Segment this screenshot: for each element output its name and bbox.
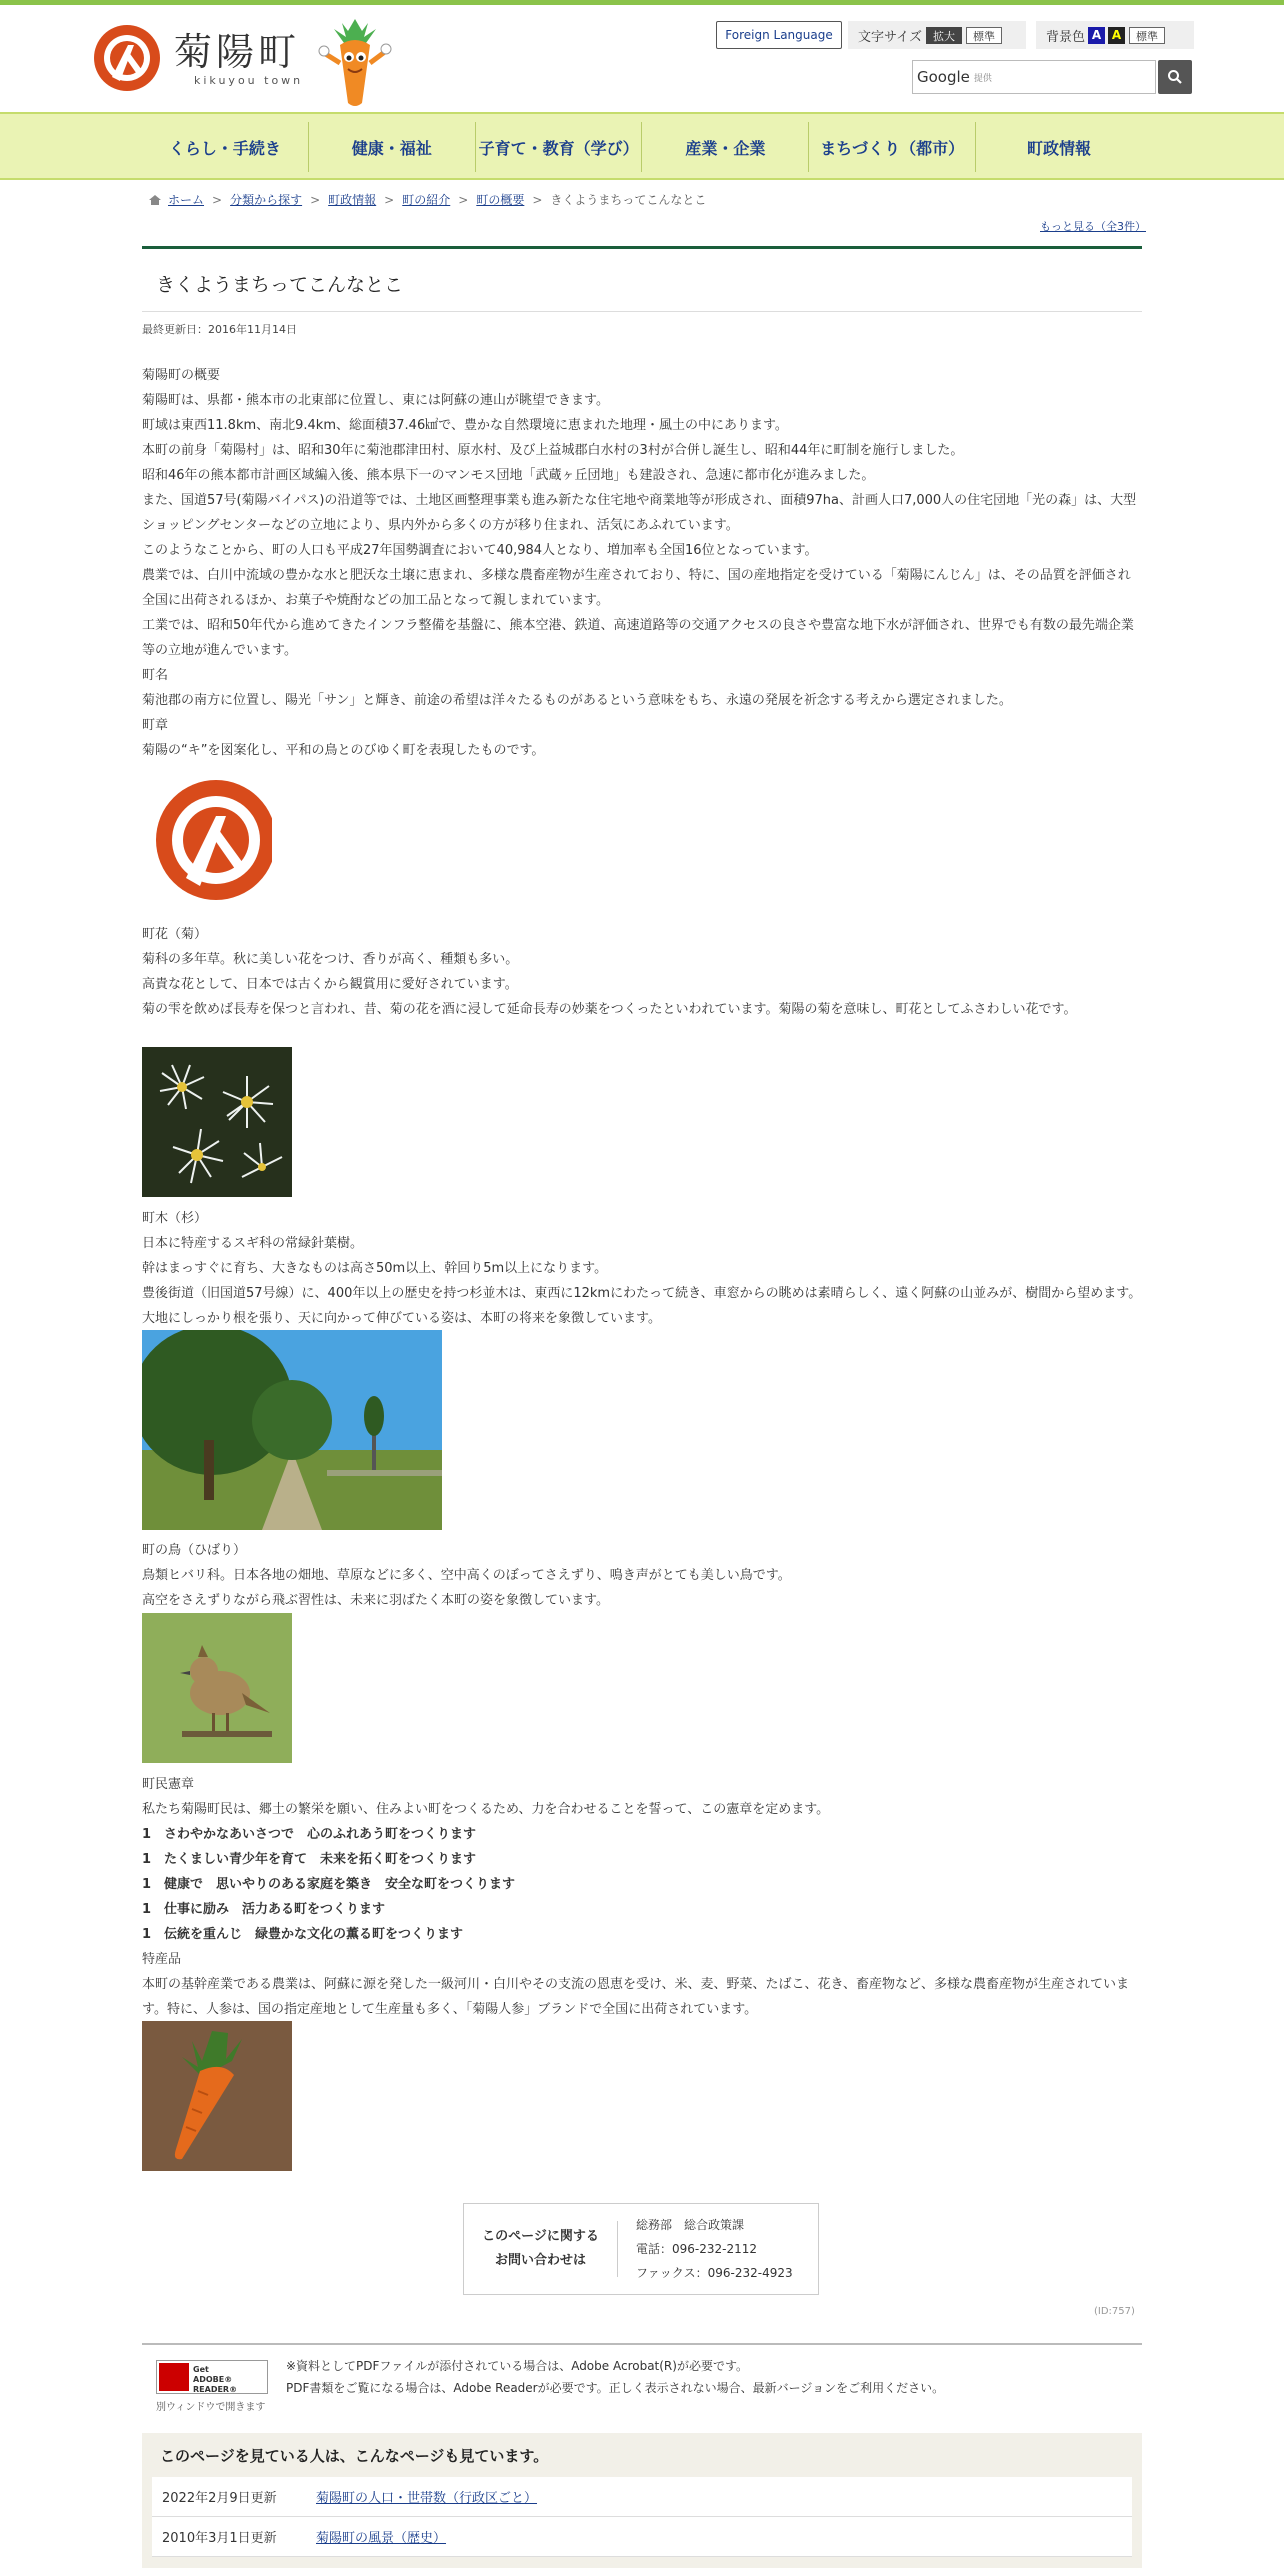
bg-blue-button[interactable]: A [1088, 27, 1105, 44]
bird-section [142, 1538, 1142, 1613]
chrysanthemum-graphic [142, 1047, 292, 1197]
paragraph: 鳥類ヒバリ科。日本各地の畑地、草原などに多く、空中高くのぼってさえずり、鳴き声がとても美しい鳥です。 [142, 1568, 791, 1583]
breadcrumb-item[interactable]: 町の紹介 [402, 193, 451, 207]
overview-section [142, 363, 1142, 763]
breadcrumb-separator: > [212, 192, 223, 207]
charter-section [142, 1772, 1142, 2022]
charter-item: 1 伝統を重んじ 緑豊かな文化の薫る町をつくります [142, 1927, 464, 1942]
list-item [152, 2517, 1132, 2557]
breadcrumb-home[interactable]: ホーム [168, 193, 205, 207]
related-date: 2022年2月9日更新 [162, 2491, 277, 2506]
global-nav [0, 112, 1284, 180]
paragraph: 農業では、白川中流域の豊かな水と肥沃な土壌に恵まれ、多様な農畜産物が生産されており、特に、国の産地指定を受けている「菊陽にんじん」は、その品質を評価され全国に出荷されるほか、お菓子や焼酎などの加工品となって親しまれています。 [142, 568, 1131, 608]
adobe-label-line: ADOBE® READER® [193, 2375, 238, 2394]
mascot-carrot-image [318, 15, 392, 111]
related-pages-box [142, 2433, 1142, 2568]
skylark-graphic [142, 1613, 292, 1763]
page-id: (ID:757) [1094, 2306, 1135, 2317]
tree-section [142, 1206, 1142, 1331]
town-emblem-icon [92, 23, 162, 93]
title-divider [142, 311, 1142, 312]
title-rule [142, 246, 1142, 249]
paragraph: 高貴な花として、日本では古くから観賞用に愛好されています。 [142, 977, 518, 992]
overview-heading: 菊陽町の概要 [142, 368, 221, 383]
breadcrumb-separator: > [458, 192, 469, 207]
breadcrumb-item[interactable]: 町政情報 [328, 193, 377, 207]
cedar-avenue-photo [142, 1330, 442, 1530]
pdf-note: ※資料としてPDFファイルが添付されている場合は、Adobe Acrobat(R)が必要です。 [286, 2359, 748, 2373]
breadcrumb-separator: > [384, 192, 395, 207]
town-emblem-image [142, 778, 272, 906]
town-name-heading: 町名 [142, 668, 169, 683]
adobe-logo-icon [159, 2363, 189, 2391]
more-link[interactable]: もっと見る（全3件） [1040, 220, 1146, 233]
related-link[interactable]: 菊陽町の人口・世帯数（行政区ごと） [316, 2491, 538, 2506]
cedar-avenue-graphic [142, 1330, 442, 1530]
pdf-divider [142, 2343, 1142, 2345]
bg-color-label: 背景色 [1046, 29, 1086, 45]
paragraph: 菊科の多年草。秋に美しい花をつけ、香りが高く、種類も多い。 [142, 952, 519, 967]
font-size-label: 文字サイズ [858, 29, 922, 45]
contact-label [464, 2221, 618, 2277]
charter-intro: 私たち菊陽町民は、郷土の繁栄を願い、住みよい町をつくるため、力を合わせることを誓って、この憲章を定めます。 [142, 1802, 830, 1817]
paragraph: このようなことから、町の人口も平成27年国勢調査において40,984人となり、増加率も全国16位となっています。 [142, 543, 818, 558]
last-updated: 最終更新日：2016年11月14日 [142, 323, 297, 336]
page-title: きくようまちってこんなとこ [156, 274, 404, 296]
new-window-note: 別ウィンドウで開きます [156, 2402, 266, 2413]
breadcrumb-item[interactable]: 分類から探す [230, 193, 303, 207]
charter-item: 1 仕事に励み 活力ある町をつくります [142, 1902, 386, 1917]
paragraph: 菊の雫を飲めば長寿を保つと言われ、昔、菊の花を酒に浸して延命長寿の妙薬をつくったといわれています。菊陽の菊を意味し、町花としてふさわしい花です。 [142, 1002, 1077, 1017]
nav-item-health[interactable]: 健康・福祉 [308, 122, 475, 172]
paragraph: 工業では、昭和50年代から進めてきたインフラ整備を基盤に、熊本空港、鉄道、高速道路等の交通アクセスの良さや豊富な地下水が評価され、世界でも有数の最先端企業等の立地が進んでいます。 [142, 618, 1134, 658]
search-icon [1167, 69, 1183, 85]
search-brand: Google [917, 68, 970, 86]
town-emblem-heading: 町章 [142, 718, 169, 733]
adobe-label-line: Get [193, 2365, 209, 2374]
font-size-control [848, 21, 1026, 49]
skylark-photo [142, 1613, 292, 1763]
charter-item: 1 健康で 思いやりのある家庭を築き 安全な町をつくります [142, 1877, 516, 1892]
pdf-note: PDF書類をご覧になる場合は、Adobe Readerが必要です。正しく表示されない場合、最新バージョンをご利用ください。 [286, 2381, 945, 2395]
nav-item-childcare[interactable]: 子育て・教育（学び） [475, 122, 642, 172]
adobe-reader-button[interactable] [156, 2360, 268, 2394]
flower-section [142, 922, 1142, 1022]
flower-heading: 町花（菊） [142, 927, 208, 942]
contact-fax: ファックス：096-232-4923 [636, 2266, 793, 2280]
contact-label-line: お問い合わせは [494, 2253, 586, 2268]
carrot-photo [142, 2021, 292, 2171]
site-logo[interactable] [92, 23, 303, 93]
charter-item: 1 たくましい青少年を育て 未来を拓く町をつくります [142, 1852, 477, 1867]
paragraph: 菊池郡の南方に位置し、陽光「サン」と輝き、前途の希望は洋々たるものがあるという意味をもち、永遠の発展を祈念する考えから選定されました。 [142, 693, 1012, 708]
paragraph: 菊陽町は、県都・熊本市の北東部に位置し、東には阿蘇の連山が眺望できます。 [142, 393, 609, 408]
bg-standard-button[interactable]: 標準 [1129, 27, 1165, 44]
related-date: 2010年3月1日更新 [162, 2531, 277, 2546]
contact-phone: 電話：096-232-2112 [636, 2242, 758, 2256]
bg-black-button[interactable]: A [1108, 27, 1125, 44]
search-input[interactable] [912, 60, 1156, 94]
contact-label-line: このページに関する [482, 2229, 599, 2244]
tree-heading: 町木（杉） [142, 1211, 208, 1226]
paragraph: 町域は東西11.8km、南北9.4km、総面積37.46㎢で、豊かな自然環境に恵まれた地理・風土の中にあります。 [142, 418, 788, 433]
font-size-large-button[interactable]: 拡大 [926, 27, 962, 44]
paragraph: 菊陽の“キ”を図案化し、平和の鳥とのびゆく町を表現したものです。 [142, 743, 545, 758]
breadcrumb-separator: > [310, 192, 321, 207]
paragraph: 昭和46年の熊本都市計画区域編入後、熊本県下一のマンモス団地「武蔵ヶ丘団地」も建設され、急速に都市化が進みました。 [142, 468, 875, 483]
product-text: 本町の基幹産業である農業は、阿蘇に源を発した一級河川・白川やその支流の恩恵を受け、米、麦、野菜、たばこ、花き、畜産物など、多様な農畜産物が生産されています。特に、人参は、国の指定産地として生産量も多く、「菊陽人参」ブランドで全国に出荷されています。 [142, 1977, 1129, 2017]
charter-heading: 町民憲章 [142, 1777, 195, 1792]
paragraph: また、国道57号(菊陽バイパス)の沿道等では、土地区画整理事業も進み新たな住宅地や商業地等が形成され、面積97ha、計画人口7,000人の住宅団地「光の森」は、大型ショッピングセンターなどの立地により、県内外から多くの方が移り住まれ、活気にあふれています。 [142, 493, 1137, 533]
product-heading: 特産品 [142, 1952, 182, 1967]
nav-item-town-admin[interactable]: 町政情報 [975, 122, 1142, 172]
contact-dept: 総務部 総合政策課 [636, 2218, 745, 2232]
breadcrumb-current: きくようまちってこんなとこ [550, 193, 707, 207]
town-name: 菊陽町 [174, 29, 301, 74]
site-header [0, 5, 1284, 112]
font-size-standard-button[interactable]: 標準 [966, 27, 1002, 44]
chrysanthemum-photo [142, 1047, 292, 1197]
breadcrumb-separator: > [532, 192, 543, 207]
town-emblem-icon [142, 778, 272, 906]
paragraph: 豊後街道（旧国道57号線）に、400年以上の歴史を持つ杉並木は、東西に12kmにわたって続き、車窓からの眺めは素晴らしく、遠く阿蘇の山並みが、樹間から望めます。大地にしっかり根を張り、天に向かって伸びている姿は、本町の将来を象徴しています。 [142, 1286, 1142, 1326]
list-item [152, 2477, 1132, 2517]
contact-info [618, 2213, 793, 2285]
search-button[interactable] [1158, 60, 1192, 94]
paragraph: 本町の前身「菊陽村」は、昭和30年に菊池郡津田村、原水村、及び上益城郡白水村の3村が合併し誕生し、昭和44年に町制を施行しました。 [142, 443, 964, 458]
related-title: このページを見ている人は、こんなページも見ています。 [160, 2447, 549, 2465]
nav-item-town-planning[interactable]: まちづくり（都市） [808, 122, 975, 172]
carrot-graphic [142, 2021, 292, 2171]
breadcrumb-item[interactable]: 町の概要 [476, 193, 525, 207]
related-link[interactable]: 菊陽町の風景（歴史） [316, 2531, 447, 2546]
search-sub: 提供 [973, 73, 992, 84]
nav-item-living[interactable]: くらし・手続き [168, 138, 281, 158]
breadcrumb [148, 191, 706, 208]
paragraph: 日本に特産するスギ科の常緑針葉樹。 [142, 1236, 364, 1251]
adobe-label [193, 2365, 267, 2395]
contact-box [463, 2203, 819, 2295]
home-icon [148, 194, 162, 206]
bird-heading: 町の鳥（ひばり） [142, 1543, 247, 1558]
town-roman-name: kikuyou town [194, 73, 304, 87]
nav-item-industry[interactable]: 産業・企業 [641, 122, 808, 172]
related-list [152, 2477, 1132, 2557]
charter-item: 1 さわやかなあいさつで 心のふれあう町をつくります [142, 1827, 477, 1842]
background-color-control [1036, 21, 1194, 49]
paragraph: 高空をさえずりながら飛ぶ習性は、未来に羽ばたく本町の姿を象徴しています。 [142, 1593, 609, 1608]
foreign-language-button[interactable]: Foreign Language [716, 21, 842, 49]
paragraph: 幹はまっすぐに育ち、大きなものは高さ50m以上、幹回り5m以上になります。 [142, 1261, 608, 1276]
pdf-notes [286, 2355, 944, 2399]
